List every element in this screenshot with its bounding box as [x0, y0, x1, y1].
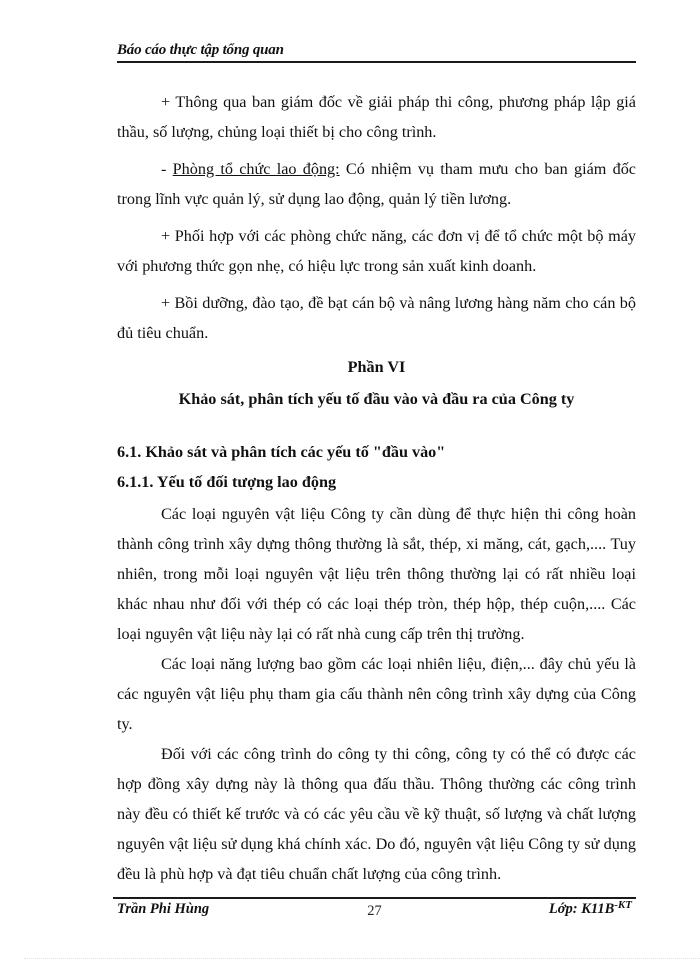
section-heading: 6.1. Khảo sát và phân tích các yếu tố "đầu vào" [117, 443, 446, 461]
paragraph: Các loại năng lượng bao gồm các loại nhiên liệu, điện,... đây chủ yếu là các nguyên vật liệu phụ tham gia cấu thành nên công trình xây dựng của Công ty. [117, 655, 636, 733]
header-title: Báo cáo thực tập tổng quan [117, 42, 284, 58]
subsection-heading: 6.1.1. Yếu tố đối tượng lao động [117, 473, 337, 491]
document-body [117, 87, 636, 889]
class-suffix: -KT [614, 899, 632, 911]
class-label: Lớp: K11B [548, 901, 615, 917]
paragraph [117, 154, 636, 214]
paragraph: + Thông qua ban giám đốc về giải pháp thi công, phương pháp lập giá thầu, số lượng, chủng loại thiết bị cho công trình. [117, 93, 636, 141]
paragraph: + Phối hợp với các phòng chức năng, các đơn vị để tổ chức một bộ máy với phương thức gọn nhẹ, có hiệu lực trong sản xuất kinh doanh. [117, 227, 636, 275]
list-dash: - [161, 160, 173, 178]
page-boundary-divider [24, 958, 700, 959]
paragraph: Các loại nguyên vật liệu Công ty cần dùng để thực hiện thi công hoàn thành công trình xây dựng thông thường là sắt, thép, xi măng, cát, gạch,.... Tuy nhiên, trong mỗi loại nguyên vật liệu trên thông thường lại có rất nhiều loại khác nhau như đối với thép có các loại thép tròn, thép hộp, thép cuộn,.... Các loại nguyên vật liệu này lại có rất nhà cung cấp trên thị trường. [117, 505, 636, 643]
footer-author: Trần Phi Hùng [117, 901, 210, 917]
page-header [117, 40, 636, 63]
paragraph: Đối với các công trình do công ty thi công, công ty có thể có được các hợp đồng xây dựng này là thông qua đấu thầu. Thông thường các công trình này đều có thiết kế trước và có các yêu cầu về kỹ thuật, số lượng và chất lượng nguyên vật liệu sử dụng khá chính xác. Do đó, nguyên vật liệu Công ty sử dụng đều là phù hợp và đạt tiêu chuẩn chất lượng của công trình. [117, 745, 636, 883]
page-number: 27 [367, 903, 382, 919]
department-name: Phòng tổ chức lao động: [172, 160, 340, 178]
part-title: Khảo sát, phân tích yếu tố đầu vào và đầu ra của Công ty [178, 390, 575, 408]
paragraph-text: Có nhiệm vụ tham mưu cho ban giám đốc trong lĩnh vực quản lý, sử dụng lao động, quản lý tiền lương. [117, 160, 636, 208]
page-footer [113, 897, 636, 923]
part-heading: Phần VI [347, 358, 406, 376]
paragraph: + Bồi dưỡng, đào tạo, đề bạt cán bộ và nâng lương hàng năm cho cán bộ đủ tiêu chuẩn. [117, 294, 636, 342]
footer-class [549, 900, 632, 918]
